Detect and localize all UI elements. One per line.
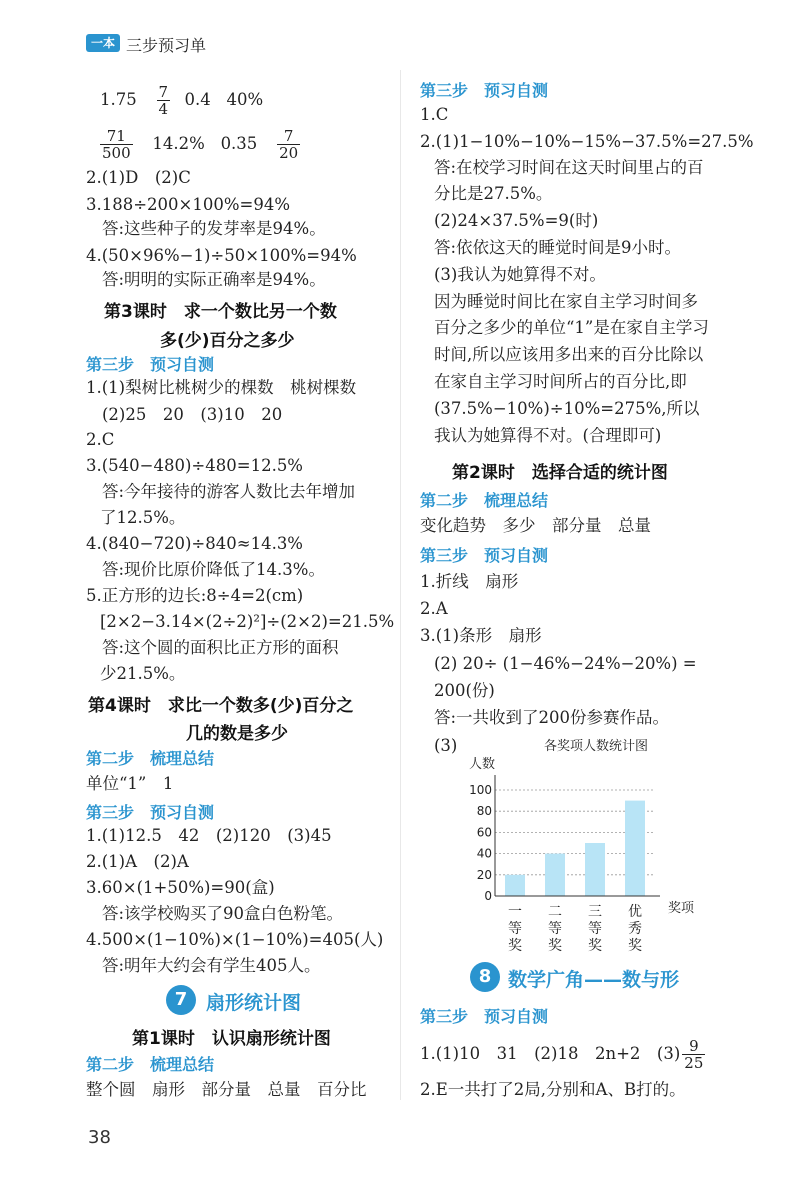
text-line: (2)24×37.5%=9(时) [434,211,599,230]
value: 14.2% [152,134,205,153]
fraction [682,1038,705,1071]
lesson-title: 第4课时 求比一个数多(少)百分之 [88,696,354,716]
text-line: 4.(50×96%−1)÷50×100%=94% [86,246,357,265]
text-line: 变化趋势 多少 部分量 总量 [420,516,651,535]
text-line: 答:这个圆的面积比正方形的面积 [102,638,339,657]
category-label: 一 [508,904,522,920]
text-line: 答:该学校购买了90盒白色粉笔。 [102,904,344,923]
text-line: 整个圆 扇形 部分量 总量 百分比 [86,1080,367,1099]
step-heading: 第三步 预习自测 [420,1007,549,1026]
category-label: 奖 [548,938,562,954]
category-label: 等 [588,921,602,937]
text-line: 4.500×(1−10%)×(1−10%)=405(人) [86,930,384,949]
text-line: 答:这些种子的发芽率是94%。 [102,219,326,238]
y-tick-label: 0 [484,889,492,903]
y-tick-label: 20 [476,867,492,882]
unit-number-badge: 8 [470,962,500,992]
text-line: 答:一共收到了200份参赛作品。 [434,708,670,727]
denominator: 4 [158,100,169,118]
text-line: 4.(840−720)÷840≈14.3% [86,534,303,553]
y-tick-label: 100 [469,783,492,797]
bar [625,801,645,896]
denominator: 20 [279,144,299,162]
category-label: 优 [628,904,642,920]
text-line: 了12.5%。 [100,508,186,527]
text-line: 3.188÷200×100%=94% [86,195,291,214]
numerator: 71 [100,128,133,145]
denominator: 500 [102,144,131,162]
lesson-title: 几的数是多少 [186,724,288,744]
y-tick-label: 60 [476,825,492,840]
text-line: [2×2−3.14×(2÷2)²]÷(2×2)=21.5% [100,612,395,631]
text-line: 答:依依这天的睡觉时间是9小时。 [434,238,682,257]
text-line: 1.C [420,105,449,124]
value: 1.75 [100,90,137,109]
category-label: 二 [548,904,562,920]
category-label: 等 [508,921,522,937]
text-line: 时间,所以应该用多出来的百分比除以 [434,345,704,364]
step-heading: 第二步 梳理总结 [420,491,549,510]
bar [545,854,565,896]
text-line: 分比是27.5%。 [434,184,553,203]
text-line: (37.5%−10%)÷10%=275%,所以 [434,399,700,418]
text-line: 2.(1)D (2)C [86,168,191,187]
text-line: 2.(1)1−10%−10%−15%−37.5%=27.5% [420,132,754,151]
text-line: 在家自主学习时间所占的百分比,即 [434,372,687,391]
text-line: 3.(1)条形 扇形 [420,626,542,645]
lesson-title: 第1课时 认识扇形统计图 [132,1029,331,1049]
numerator: 9 [682,1038,705,1055]
denominator: 25 [684,1054,704,1072]
answer-text: 1.(1)10 31 (2)18 2n+2 (3) [420,1044,681,1063]
text-line: 因为睡觉时间比在家自主学习时间多 [434,292,698,311]
category-label: 等 [548,921,562,937]
x-axis-label: 奖项 [668,901,695,916]
brand-logo: 一本 [86,34,120,52]
category-label: 秀 [628,921,642,937]
step-heading: 第三步 预习自测 [420,546,549,565]
text-line: 3.60×(1+50%)=90(盒) [86,878,275,897]
fraction [157,84,171,117]
value: 40% [226,90,264,109]
text-line: 答:在校学习时间在这天时间里占的百 [434,158,704,177]
text-line: 答:今年接待的游客人数比去年增加 [102,482,356,501]
category-label: 三 [588,904,602,920]
text-line: 我认为她算得不对。(合理即可) [434,426,662,445]
y-tick-label: 40 [476,846,492,861]
text-line: (2)25 20 (3)10 20 [102,405,283,424]
category-label: 奖 [588,938,602,954]
bar-chart [430,735,710,955]
step-heading: 第二步 梳理总结 [86,1055,215,1074]
y-tick-label: 80 [476,804,492,819]
column-divider [400,70,401,1100]
step-heading: 第二步 梳理总结 [86,749,215,768]
text-line: 百分之多少的单位“1”是在家自主学习 [434,318,709,337]
text-line: 200(份) [434,681,495,700]
text-line: (3)我认为她算得不对。 [434,265,606,284]
category-label: 奖 [508,938,522,954]
step-heading: 第三步 预习自测 [86,355,215,374]
answer-row-2 [100,128,304,161]
numerator: 7 [158,83,169,101]
numerator: 7 [277,128,300,145]
answer-row-1 [100,84,263,117]
page-number: 38 [88,1127,111,1148]
bar [505,875,525,896]
text-line: 3.(540−480)÷480=12.5% [86,456,303,475]
fraction [277,128,300,161]
text-line: (2) 20÷ (1−46%−24%−20%) = [434,654,697,673]
text-line [420,1038,709,1071]
lesson-title: 多(少)百分之多少 [160,331,295,351]
text-line: 单位“1” 1 [86,774,174,793]
lesson-title: 第2课时 选择合适的统计图 [452,463,668,483]
category-label: 奖 [628,938,642,954]
text-line: 5.正方形的边长:8÷4=2(cm) [86,586,304,605]
header-title: 三步预习单 [126,36,207,55]
bar [585,843,605,896]
text-line: 少21.5%。 [100,664,186,683]
text-line: 2.A [420,599,448,618]
text-line: 答:明年大约会有学生405人。 [102,956,321,975]
value: 0.4 [184,90,211,109]
y-axis-label: 人数 [468,757,496,772]
text-line: (3) [434,736,458,755]
unit-title: 扇形统计图 [206,992,302,1014]
text-line: 答:现价比原价降低了14.3%。 [102,560,325,579]
step-heading: 第三步 预习自测 [86,803,215,822]
text-line: 2.C [86,430,115,449]
text-line: 答:明明的实际正确率是94%。 [102,270,326,289]
text-line: 2.(1)A (2)A [86,852,189,871]
text-line: 1.折线 扇形 [420,572,519,591]
fraction [100,128,133,161]
step-heading: 第三步 预习自测 [420,81,549,100]
unit-number-badge: 7 [166,985,196,1015]
text-line: 1.(1)梨树比桃树少的棵数 桃树棵数 [86,378,357,397]
lesson-title: 第3课时 求一个数比另一个数 [104,302,337,322]
unit-title: 数学广角——数与形 [508,969,680,991]
text-line: 2.E一共打了2局,分别和A、B打的。 [420,1080,686,1099]
text-line: 1.(1)12.5 42 (2)120 (3)45 [86,826,332,845]
chart-title: 各奖项人数统计图 [543,739,649,754]
value: 0.35 [220,134,258,153]
